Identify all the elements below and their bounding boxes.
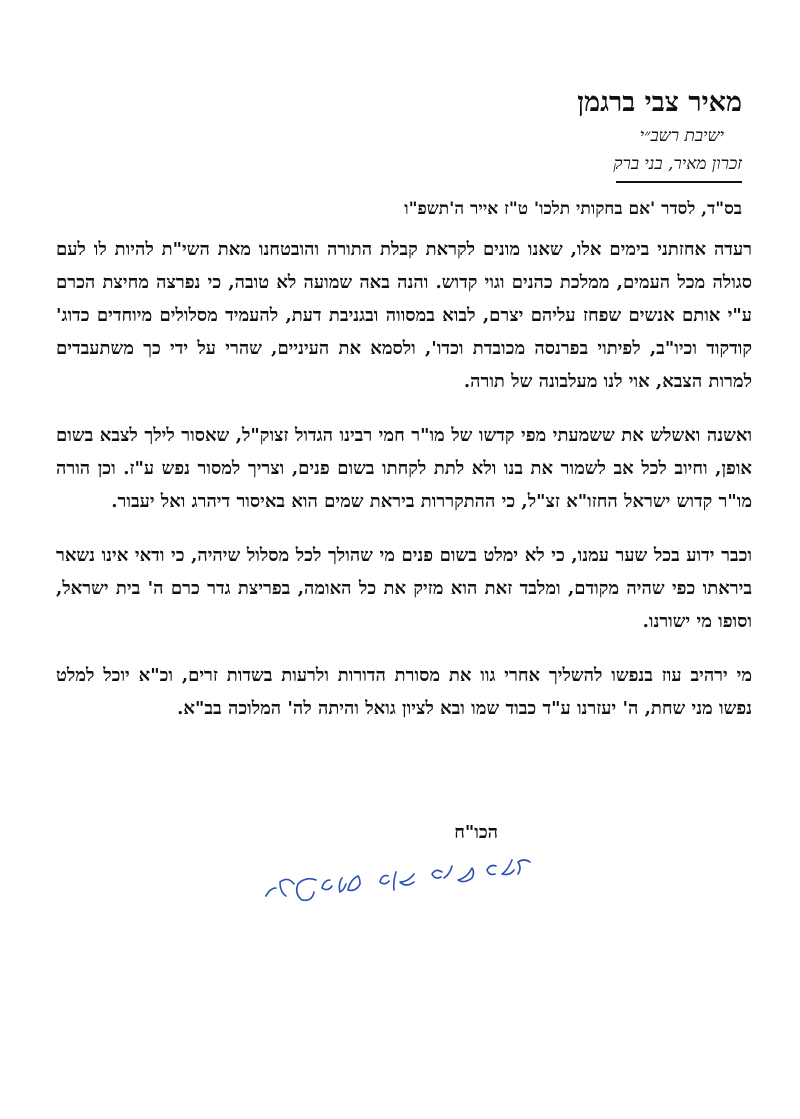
- letter-body: [56, 233, 752, 746]
- handwritten-signature: [250, 852, 540, 908]
- body-paragraph: וכבר ידוע בכל שער עמנו, כי לא ימלט בשום פנים מי שהולך לכל מסלול שיהיה, כי ודאי אינו נשאר ביראתו כפי שהיה מקודם, ומלבד זאת הוא מזיק את כל האומה, בפריצת גדר כרם ה' בית ישראל, וסופו מי ישורנו.: [56, 545, 752, 632]
- letterhead: [502, 86, 742, 176]
- letterhead-divider: [616, 181, 742, 183]
- closing-signoff: הכו"ח: [454, 822, 498, 843]
- body-paragraph: רעדה אחזתני בימים אלו, שאנו מונים לקראת קבלת התורה והובטחנו מאת השי"ת להיות לו לעם סגולה מכל העמים, ממלכת כהנים וגוי קדוש. והנה באה שמועה לא טובה, כי נפרצה מחיצת הכרם ע"י אותם אנשים שפחז עליהם יצרם, לבוא במסווה ובגניבת דעת, להעמיד מסלולים מיוחדים כדוג' קודקוד וכיו"ב, לפיתוי בפרנסה מכובדת וכדו', ולסמא את העיניים, שהרי על ידי כך משתעבדים למרות הצבא, אוי לנו מעלבונה של תורה.: [56, 239, 752, 392]
- body-paragraph: ואשנה ואשלש את ששמעתי מפי קדשו של מו"ר חמי רבינו הגדול זצוק"ל, שאסור לילך לצבא בשום אופן, וחיוב לכל אב לשמור את בנו ולא לתת לקחתו בשום פנים, וצריך למסור נפש ע"ז. וכן הורה מו"ר קדוש ישראל החזו"א זצ"ל, כי ההתקררות ביראת שמים הוא באיסור דיהרג ואל יעבור.: [56, 425, 752, 512]
- letterhead-address: זכרון מאיר, בני ברק: [613, 154, 742, 174]
- date-line: בס"ד, לסדר 'אם בחקותי תלכו' ט"ז אייר ה'תשפ"ו: [404, 199, 742, 219]
- letterhead-name: מאיר צבי ברגמן: [577, 87, 742, 118]
- letterhead-yeshiva: ישיבת רשב״י: [639, 126, 724, 146]
- body-paragraph: מי ירהיב עוז בנפשו להשליך אחרי גוו את מסורת הדורות ולרעות בשדות זרים, וכ"א יוכל למלט נפשו מני שחת, ה' יעזרנו ע"ד כבוד שמו ובא לציון גואל והיתה לה' המלוכה בב"א.: [56, 665, 752, 719]
